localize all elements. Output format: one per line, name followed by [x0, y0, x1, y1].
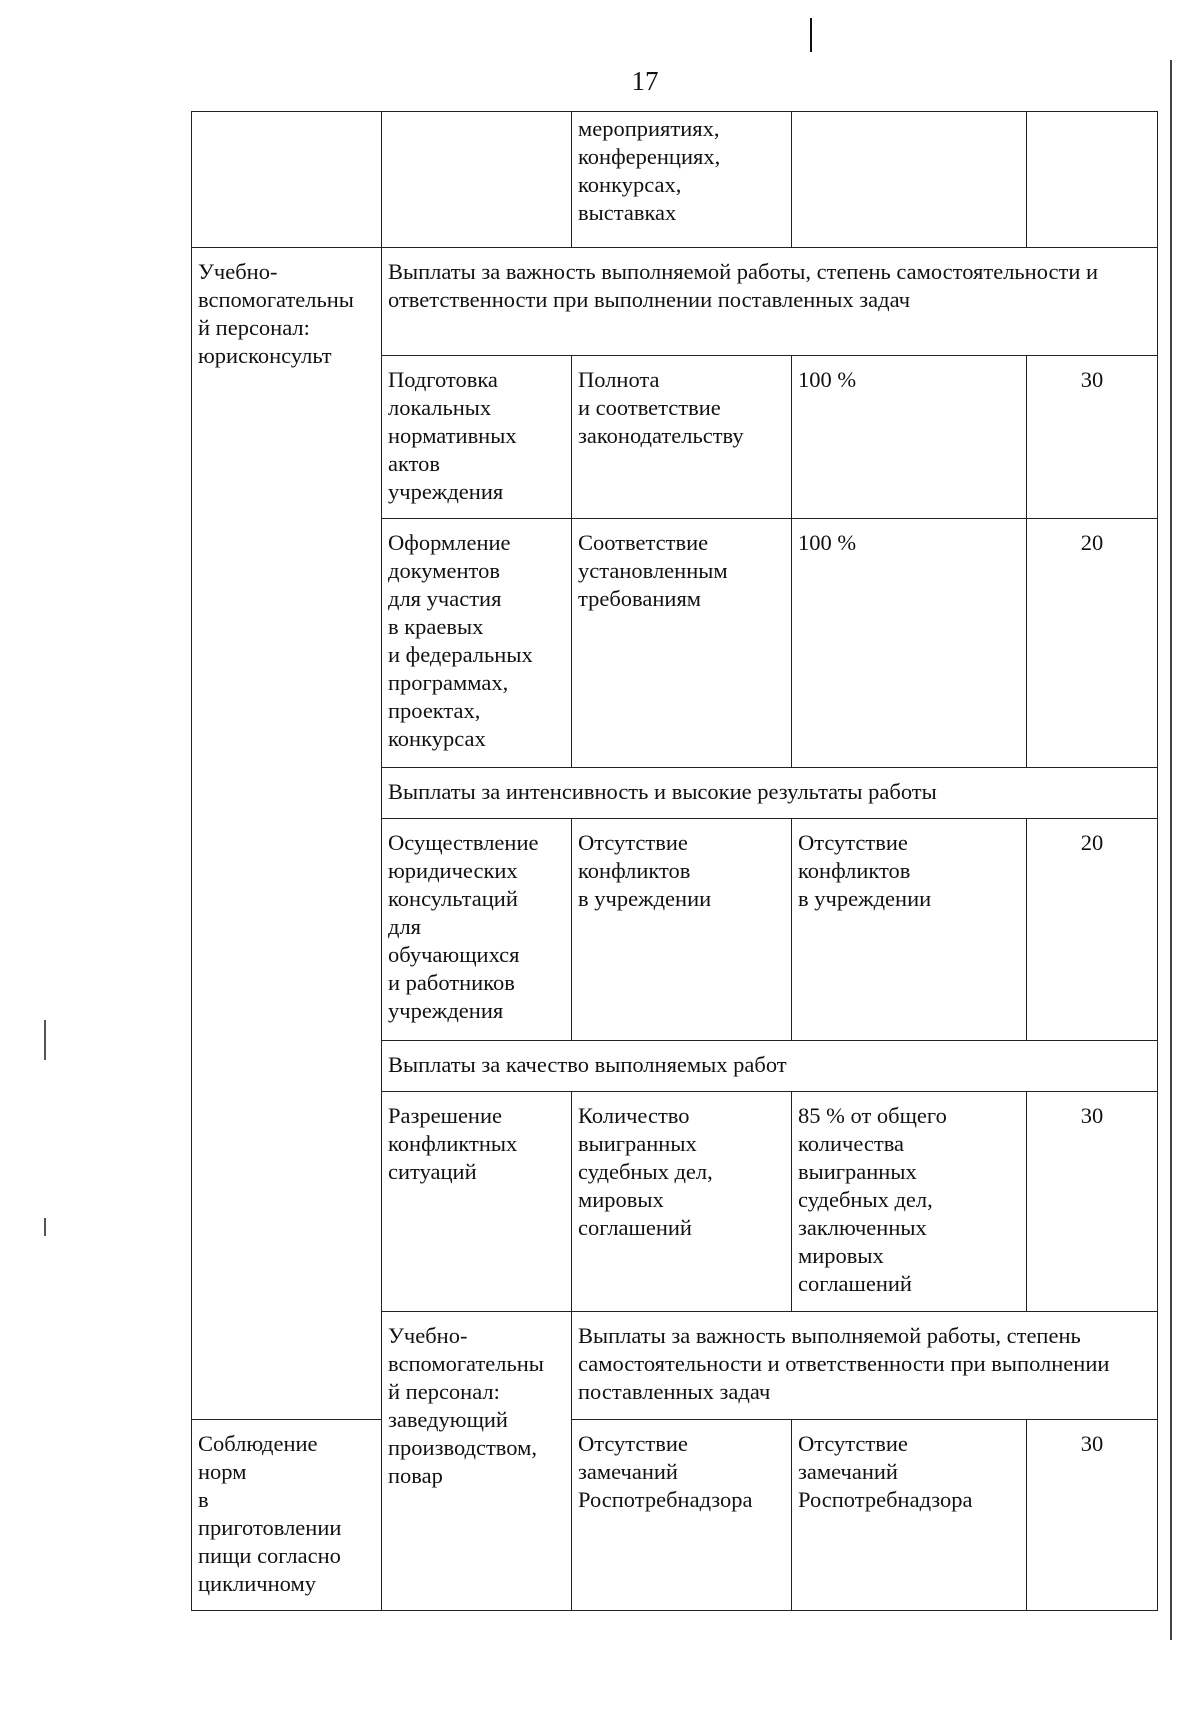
- indicator-text: Оформление документов для участия в краевых и федеральных программах, проектах, конкурсах: [388, 530, 533, 751]
- section-heading-quality: Выплаты за качество выполняемых работ: [382, 1041, 1158, 1092]
- criterion-cell: [572, 1420, 792, 1611]
- condition-text: Отсутствие конфликтов в учреждении: [798, 830, 932, 911]
- section-row: [192, 248, 1158, 356]
- criterion-cell: [572, 1092, 792, 1312]
- points-text: 30: [1080, 367, 1104, 392]
- condition-cell: [792, 819, 1027, 1041]
- points-text: 30: [1080, 1431, 1104, 1456]
- points-cell: [1027, 1092, 1158, 1312]
- condition-text: 100 %: [798, 367, 857, 392]
- condition-text: 85 % от общего количества выигранных судебных дел, заключенных мировых соглашений: [798, 1103, 947, 1296]
- points-cell: [1027, 1420, 1158, 1611]
- indicator-cell: [382, 112, 572, 248]
- indicator-text: Разрешение конфликтных ситуаций: [388, 1103, 518, 1184]
- position-cell: [192, 248, 382, 1420]
- scan-artifact-line: [44, 1218, 46, 1236]
- points-text: 20: [1080, 830, 1104, 855]
- points-text: 20: [1080, 530, 1104, 555]
- position-text: Учебно- вспомогательны й персонал: заведующий производством, повар: [388, 1323, 544, 1488]
- position-cell: [192, 112, 382, 248]
- points-cell: [1027, 112, 1158, 248]
- criterion-text: Отсутствие замечаний Роспотребнадзора: [578, 1431, 753, 1512]
- condition-cell: [792, 1092, 1027, 1312]
- section-heading-intensity: Выплаты за интенсивность и высокие результаты работы: [382, 768, 1158, 819]
- condition-text: 100 %: [798, 530, 857, 555]
- indicator-text: Соблюдение норм в приготовлении пищи согласно цикличному: [198, 1431, 342, 1596]
- condition-cell: [792, 519, 1027, 768]
- criterion-text: Соответствие установленным требованиям: [578, 530, 728, 611]
- points-cell: [1027, 819, 1158, 1041]
- indicator-text: Подготовка локальных нормативных актов учреждения: [388, 367, 517, 504]
- indicator-cell: [382, 519, 572, 768]
- criterion-cell: [572, 819, 792, 1041]
- criterion-text: Количество выигранных судебных дел, мировых соглашений: [578, 1103, 713, 1240]
- table-row: [192, 112, 1158, 248]
- condition-cell: [792, 112, 1027, 248]
- condition-cell: [792, 1420, 1027, 1611]
- indicator-text: Осуществление юридических консультаций для обучающихся и работников учреждения: [388, 830, 539, 1023]
- indicator-cell: [192, 1420, 382, 1611]
- scan-artifact-line: [44, 1020, 46, 1060]
- indicator-cell: [382, 356, 572, 519]
- criterion-text: Полнота и соответствие законодательству: [578, 367, 744, 448]
- points-cell: [1027, 519, 1158, 768]
- page-number: 17: [631, 66, 659, 96]
- condition-text: Отсутствие замечаний Роспотребнадзора: [798, 1431, 973, 1512]
- indicator-cell: [382, 819, 572, 1041]
- indicator-cell: [382, 1092, 572, 1312]
- criterion-text: мероприятиях, конференциях, конкурсах, выставках: [578, 116, 721, 225]
- section-heading-importance: Выплаты за важность выполняемой работы, степень самостоятельности и ответственности при выполнении поставленных задач: [572, 1312, 1158, 1420]
- criterion-cell: [572, 112, 792, 248]
- scan-artifact-line: [1170, 60, 1172, 1640]
- condition-cell: [792, 356, 1027, 519]
- table-row: [192, 1420, 1158, 1611]
- position-text: Учебно- вспомогательны й персонал: юрисконсульт: [198, 259, 354, 368]
- criterion-cell: [572, 519, 792, 768]
- section-heading-importance: Выплаты за важность выполняемой работы, степень самостоятельности и ответственности при выполнении поставленных задач: [382, 248, 1158, 356]
- points-cell: [1027, 356, 1158, 519]
- criterion-text: Отсутствие конфликтов в учреждении: [578, 830, 712, 911]
- position-cell: [382, 1312, 572, 1611]
- criterion-cell: [572, 356, 792, 519]
- points-text: 30: [1080, 1103, 1104, 1128]
- payments-table: [191, 111, 1158, 1611]
- scan-artifact-line: [810, 18, 812, 52]
